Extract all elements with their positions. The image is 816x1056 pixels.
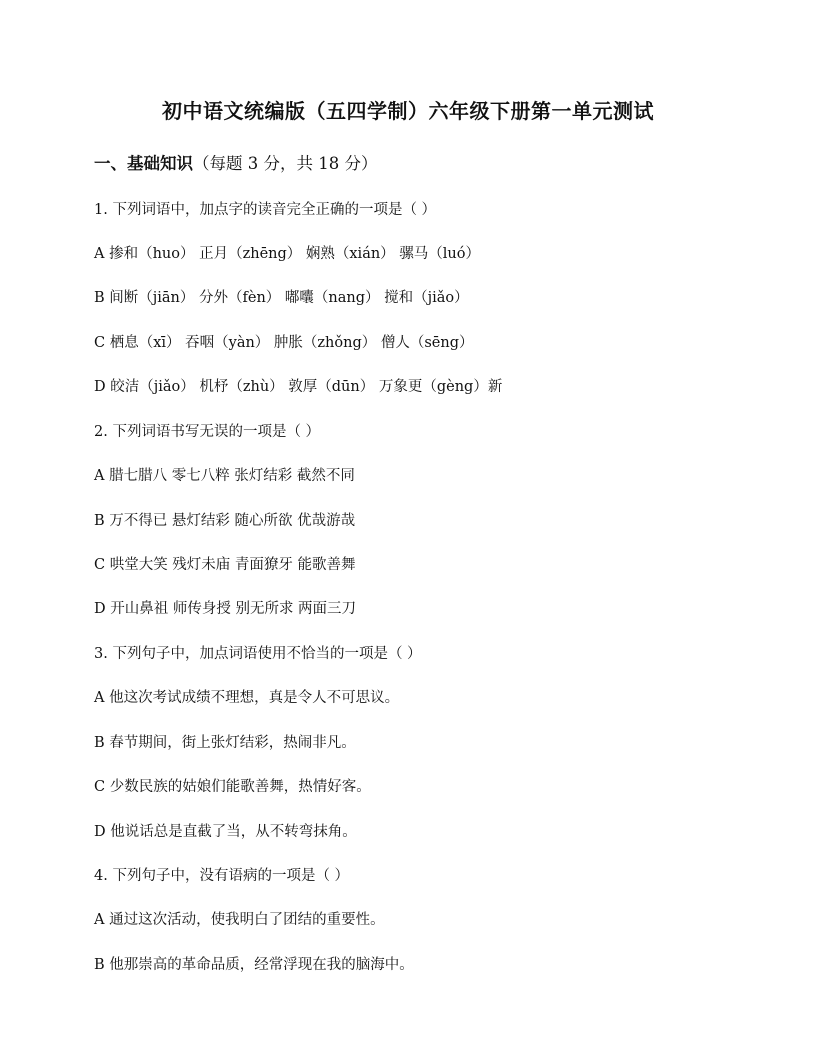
question-2-option-d: D 开山鼻祖 师传身授 别无所求 两面三刀 [94, 601, 357, 617]
question-2-prompt: 2. 下列词语书写无误的一项是（ ） [94, 424, 321, 440]
question-2-option-a: A 腊七腊八 零七八粹 张灯结彩 截然不同 [94, 468, 355, 484]
question-2-option-b: B 万不得已 悬灯结彩 随心所欲 优哉游哉 [94, 513, 356, 529]
question-1-option-c: C 栖息（xī） 吞咽（yàn） 肿胀（zhǒng） 僧人（sēng） [94, 335, 474, 351]
section-heading-note: （每题 3 分，共 18 分） [193, 154, 378, 173]
question-2-option-c: C 哄堂大笑 残灯未庙 青面獠牙 能歌善舞 [94, 557, 356, 573]
question-4-prompt: 4. 下列句子中，没有语病的一项是（ ） [94, 868, 350, 884]
question-3-option-b: B 春节期间，街上张灯结彩，热闹非凡。 [94, 735, 356, 751]
section-heading-main: 一、基础知识 [94, 154, 193, 173]
question-3-option-d: D 他说话总是直截了当，从不转弯抹角。 [94, 824, 357, 840]
question-1-option-a: A 掺和（huo） 正月（zhēng） 娴熟（xián） 骡马（luó） [94, 246, 480, 262]
question-3-option-c: C 少数民族的姑娘们能歌善舞，热情好客。 [94, 779, 371, 795]
question-1-prompt: 1. 下列词语中，加点字的读音完全正确的一项是（ ） [94, 202, 437, 218]
question-3-prompt: 3. 下列句子中，加点词语使用不恰当的一项是（ ） [94, 646, 422, 662]
section-heading [94, 150, 377, 174]
question-4-option-b: B 他那崇高的革命品质，经常浮现在我的脑海中。 [94, 957, 414, 973]
page-title: 初中语文统编版（五四学制）六年级下册第一单元测试 [162, 99, 654, 123]
question-3-option-a: A 他这次考试成绩不理想，真是令人不可思议。 [94, 690, 400, 706]
question-4-option-a: A 通过这次活动，使我明白了团结的重要性。 [94, 912, 385, 928]
question-1-option-d: D 皎洁（jiǎo） 机杼（zhù） 敦厚（dūn） 万象更（gèng）新 [94, 379, 503, 395]
question-1-option-b: B 间断（jiān） 分外（fèn） 嘟囔（nang） 搅和（jiǎo） [94, 290, 469, 306]
